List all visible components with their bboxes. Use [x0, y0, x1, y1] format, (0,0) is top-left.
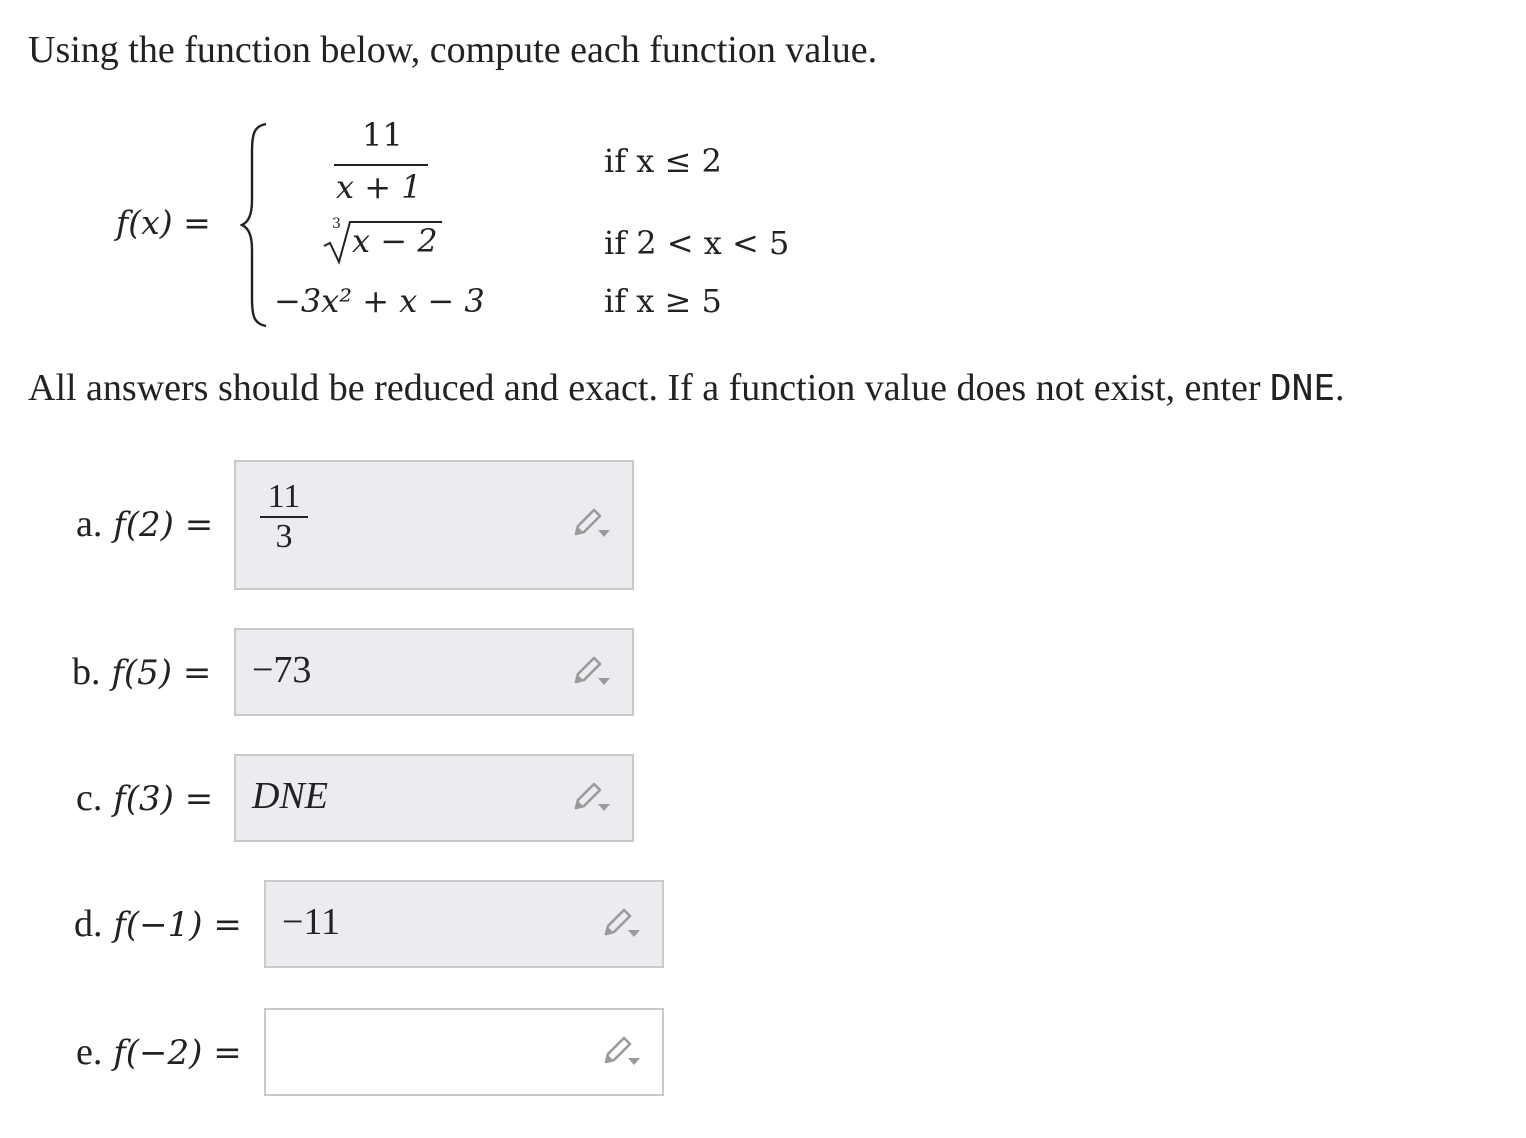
case-3-expression: −3x² + x − 3 — [274, 282, 485, 320]
root-index: 3 — [332, 216, 341, 232]
answer-b-input[interactable] — [234, 628, 634, 716]
instructions-end: . — [1335, 367, 1345, 409]
answer-e-arg: f(−2) — [113, 1033, 203, 1073]
pencil-dropdown-icon[interactable] — [570, 508, 614, 542]
answer-c-input[interactable] — [234, 754, 634, 842]
instructions — [28, 366, 1345, 410]
case-1-condition: if x ≤ 2 — [604, 142, 722, 180]
answer-a-fraction — [260, 480, 308, 554]
answer-e-letter: e. — [76, 1031, 103, 1073]
answer-e-label — [76, 1030, 242, 1074]
answer-a-letter: a. — [76, 503, 103, 545]
answer-b-letter: b. — [72, 651, 101, 693]
case-3-condition: if x ≥ 5 — [604, 282, 722, 320]
dne-keyword: DNE — [1269, 368, 1336, 409]
answer-c-arg: f(3) — [113, 779, 174, 819]
case-2-radicand: x − 2 — [352, 222, 438, 260]
answer-d-label — [74, 902, 242, 946]
answer-b-value: −73 — [252, 649, 312, 691]
answer-b-label — [72, 650, 211, 694]
answer-b-equals: = — [182, 653, 212, 693]
case-2-expression — [320, 216, 450, 266]
answer-a-input[interactable] — [234, 460, 634, 590]
instructions-text: All answers should be reduced and exact. If a function value does not exist, enter — [28, 367, 1261, 409]
answer-e-input[interactable] — [264, 1008, 664, 1096]
piecewise-brace — [240, 122, 270, 328]
pencil-dropdown-icon[interactable] — [600, 1036, 644, 1070]
answer-d-arg: f(−1) — [113, 905, 203, 945]
answer-a-label — [76, 502, 213, 546]
case-1-denominator: x + 1 — [336, 168, 422, 206]
answer-c-letter: c. — [76, 777, 103, 819]
answer-c-value: DNE — [252, 775, 328, 817]
pencil-dropdown-icon[interactable] — [570, 782, 614, 816]
answer-d-equals: = — [213, 905, 242, 945]
function-label: f(x) = — [116, 203, 211, 242]
answer-d-value: −11 — [282, 901, 341, 943]
pencil-dropdown-icon[interactable] — [570, 656, 614, 690]
answer-a-equals: = — [184, 505, 214, 545]
answer-a-arg: f(2) — [113, 505, 174, 545]
answer-c-equals: = — [184, 779, 214, 819]
answer-b-arg: f(5) — [111, 653, 173, 693]
answer-c-label — [76, 776, 213, 820]
pencil-dropdown-icon[interactable] — [600, 908, 644, 942]
answer-d-letter: d. — [74, 903, 103, 945]
answer-a-denominator: 3 — [275, 518, 293, 555]
answer-d-input[interactable] — [264, 880, 664, 968]
case-1-numerator: 11 — [362, 116, 403, 154]
case-1-fraction-bar — [334, 164, 428, 166]
answer-a-numerator: 11 — [267, 478, 301, 515]
problem-intro: Using the function below, compute each function value. — [28, 29, 878, 71]
case-2-condition: if 2 < x < 5 — [604, 224, 790, 262]
answer-e-equals: = — [213, 1033, 242, 1073]
